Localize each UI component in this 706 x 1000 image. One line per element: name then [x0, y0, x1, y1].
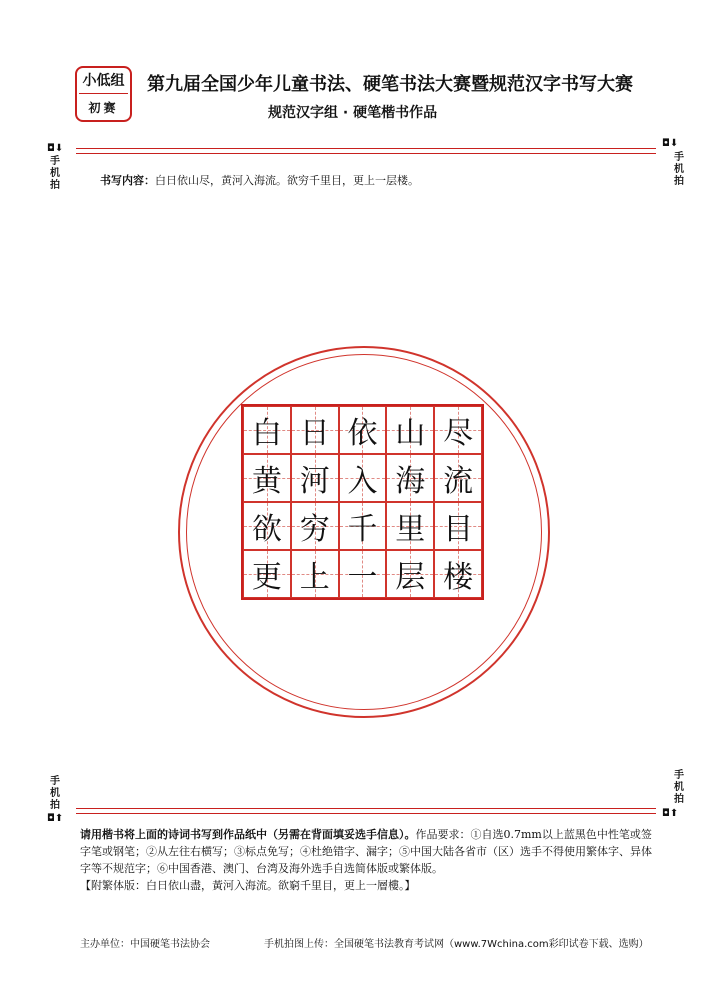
camera-down-icon-top-left: ◘⬇ — [47, 143, 64, 154]
grid-cell: 山 — [386, 406, 434, 454]
badge-divider — [79, 93, 128, 94]
grid-cell: 里 — [386, 502, 434, 550]
grid-cell: 尽 — [434, 406, 482, 454]
upload-info: 手机拍图上传：全国硬笔书法教育考试网（www.7Wchina.com彩印试卷下载、选购） — [264, 939, 649, 950]
side-label-top-left: 手机拍 — [50, 156, 60, 191]
page-subtitle: 规范汉字组 · 硬笔楷书作品 — [268, 105, 438, 121]
writing-grid — [241, 404, 484, 600]
grid-cell: 楼 — [434, 550, 482, 598]
grid-cell: 黄 — [243, 454, 291, 502]
grid-cell: 白 — [243, 406, 291, 454]
requirements-block — [80, 826, 660, 894]
grid-cell: 依 — [339, 406, 387, 454]
grid-cell: 千 — [339, 502, 387, 550]
organizer: 主办单位：中国硬笔书法协会 — [80, 939, 210, 950]
grid-cell: 更 — [243, 550, 291, 598]
camera-down-icon-top-right: ◘⬇ — [662, 138, 679, 149]
grid-cell: 入 — [339, 454, 387, 502]
top-rule-thick — [76, 148, 656, 149]
writing-content — [100, 172, 419, 188]
side-label-bottom-right: 手机拍 — [674, 770, 684, 805]
badge-round-label: 初赛 — [88, 101, 119, 115]
bottom-rule-thin — [76, 808, 656, 809]
grid-cell: 流 — [434, 454, 482, 502]
group-badge — [75, 66, 132, 122]
writing-content-text: 白日依山尽，黄河入海流。欲穷千里目，更上一层楼。 — [155, 174, 419, 187]
grid-cell: 欲 — [243, 502, 291, 550]
grid-cell: 一 — [339, 550, 387, 598]
writing-content-label: 书写内容： — [100, 174, 155, 187]
grid-cell: 海 — [386, 454, 434, 502]
grid-cell: 穷 — [291, 502, 339, 550]
requirements-text: 作品要求：①自选0.7mm以上蓝黑色中性笔或签字笔或钢笔；②从左往右横写；③标点免写；④杜绝错字、漏字；⑤中国大陆各省市（区）选手不得使用繁体字、异体字等不规范字；⑥中国香港、澳门、台湾及海外选手自选简体版或繁体版。 — [80, 828, 652, 875]
top-rule-thin — [76, 153, 656, 154]
camera-up-icon-bottom-left: ◘⬆ — [47, 813, 64, 824]
traditional-version: 【附繁体版：白日依山盡，黃河入海流。欲窮千里目，更上一層樓。】 — [80, 879, 416, 892]
side-label-bottom-left: 手机拍 — [50, 776, 60, 811]
grid-cell: 日 — [291, 406, 339, 454]
grid-cell: 河 — [291, 454, 339, 502]
grid-cell: 目 — [434, 502, 482, 550]
page-title: 第九届全国少年儿童书法、硬笔书法大赛暨规范汉字书写大赛 — [147, 74, 633, 95]
camera-up-icon-bottom-right: ◘⬆ — [662, 808, 679, 819]
side-label-top-right: 手机拍 — [674, 152, 684, 187]
requirements-lead: 请用楷书将上面的诗词书写到作品纸中（另需在背面填妥选手信息）。 — [80, 828, 416, 841]
grid-cell: 上 — [291, 550, 339, 598]
badge-group-label: 小低组 — [82, 73, 125, 89]
bottom-rule-thick — [76, 813, 656, 814]
grid-cell: 层 — [386, 550, 434, 598]
